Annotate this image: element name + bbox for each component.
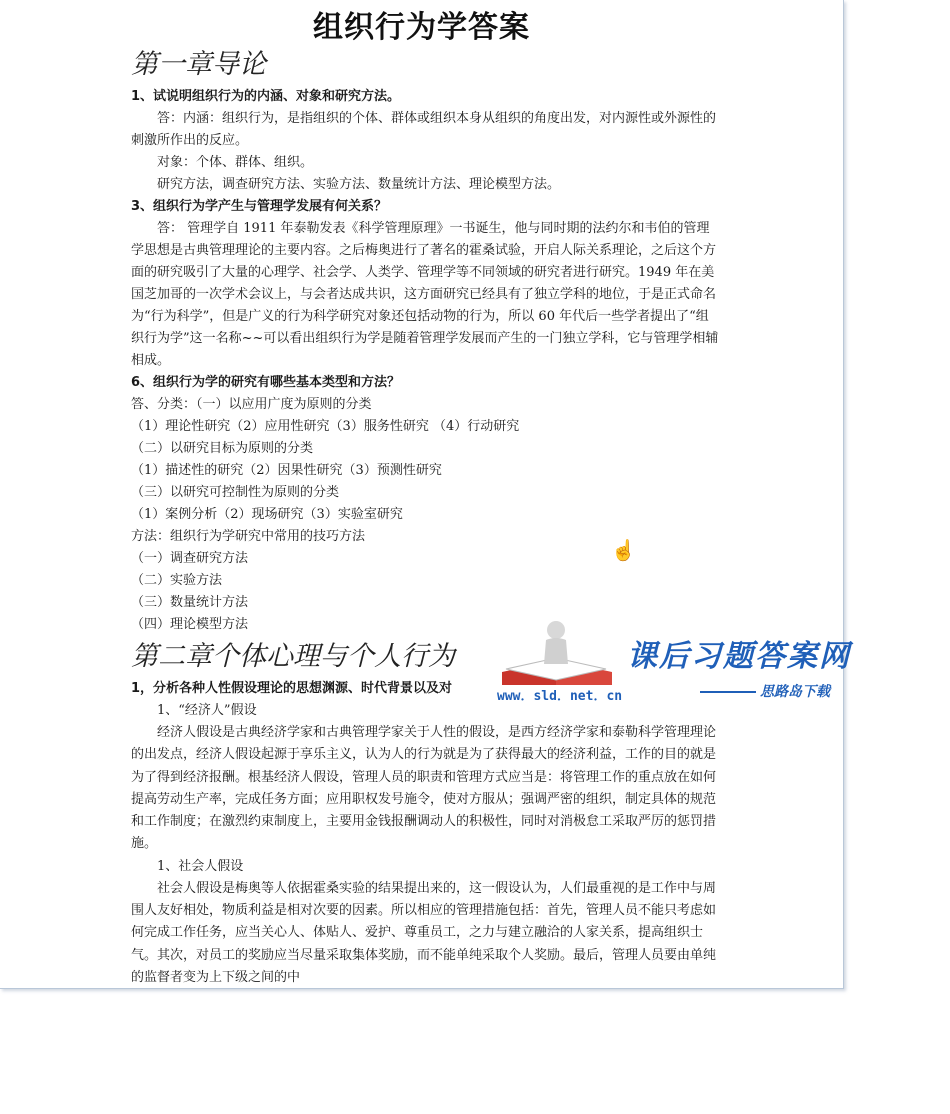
watermark-subtitle: 思路岛下载 [760, 684, 830, 700]
book-logo-icon [494, 614, 624, 694]
answer-1-methods: 研究方法，调查研究方法、实验方法、数量统计方法、理论模型方法。 [157, 177, 561, 192]
hand-cursor-icon: ☝ [611, 538, 636, 562]
answer-6-line: （1）案例分析（2）现场研究（3）实验室研究 [131, 507, 403, 522]
answer-6-line: （二）实验方法 [131, 573, 223, 588]
chapter-1-heading: 第一章导论 [131, 49, 266, 80]
question-1: 1、试说明组织行为的内涵、对象和研究方法。 [131, 89, 401, 104]
paragraph-economic-man: 经济人假设是古典经济学家和古典管理学家关于人性的假设，是西方经济学家和泰勒科学管理理论的出发点，经济人假设起源于享乐主义，认为人的行为就是为了获得最大的经济利益，工作的目的就是为了得到经济报酬。根基经济人假设，管理人员的职责和管理方式应当是：将管理工作的重点放在如何提高劳动生产率，完成任务方面；应用职权发号施令，使对方服从；强调严密的组织，制定具体的规范和工作制度；在激烈约束制度上，主要用金钱报酬调动人的积极性，同时对消极怠工采取严厉的惩罚措施。 [131, 725, 717, 852]
document-content [131, 44, 721, 989]
answer-6-line: （二）以研究目标为原则的分类 [131, 441, 314, 456]
question-6: 6、组织行为学的研究有哪些基本类型和方法？ [131, 375, 401, 390]
answer-6-line: （1）描述性的研究（2）因果性研究（3）预测性研究 [131, 463, 442, 478]
watermark-title: 课后习题答案网 [627, 639, 851, 674]
subheading-social-man: 1、社会人假设 [157, 858, 244, 874]
answer-6-line: （1）理论性研究（2）应用性研究（3）服务性研究 （4）行动研究 [131, 419, 520, 434]
answer-6-line: 答、分类：（一）以应用广度为原则的分类 [131, 397, 372, 412]
page-title: 组织行为学答案 [313, 10, 530, 45]
watermark-divider [700, 691, 756, 693]
answer-6-line: 方法：组织行为学研究中常用的技巧方法 [131, 529, 366, 544]
answer-3: 答： 管理学自 1911 年泰勒发表《科学管理原理》一书诞生，他与同时期的法约尔和韦伯的管理学思想是古典管理理论的主要内容。之后梅奥进行了著名的霍桑试验，开启人际关系理论，之后这个方面的研究吸引了大量的心理学、社会学、人类学、管理学等不同领域的研究者进行研究。1949 年在美国芝加哥的一次学术会议上，与会者达成共识，这方面研究已经具有了独立学科的地位，于是正式命名为“行为科学”，但是广义的行为科学研究对象还包括动物的行为，所以 60 年代后一些学者提出了“组织行为学”这一名称~~可以看出组织行为学是随着管理学发展而产生的一门独立学科，它与管理学相辅相成。 [131, 221, 719, 368]
watermark-url: www．sld．net．cn [495, 685, 624, 704]
chapter-2-question-1: 1，分析各种人性假设理论的思想渊源、时代背景以及对 [131, 681, 453, 696]
answer-6-line: （四）理论模型方法 [131, 617, 249, 632]
answer-1-definition: 答：内涵：组织行为，是指组织的个体、群体或组织本身从组织的角度出发，对内源性或外源性的刺激所作出的反应。 [131, 111, 717, 148]
subheading-economic-man: 1、“经济人”假设 [157, 703, 257, 718]
answer-6-line: （一）调查研究方法 [131, 551, 249, 566]
chapter-2-heading: 第二章个体心理与个人行为 [131, 641, 455, 672]
question-3: 3、组织行为学产生与管理学发展有何关系？ [131, 199, 388, 214]
paragraph-social-man: 社会人假设是梅奥等人依据霍桑实验的结果提出来的，这一假设认为，人们最重视的是工作中与周围人友好相处，物质利益是相对次要的因素。所以相应的管理措施包括：首先，管理人员不能只考虑如何完成工作任务，应当关心人、体贴人、爱护、尊重员工，之力与建立融洽的人家关系，提高组织士气。其次，对员工的奖励应当尽量采取集体奖励，而不能单纯采取个人奖励。最后，管理人员要由单纯的监督者变为上下级之间的中 [131, 880, 717, 985]
answer-6-line: （三）数量统计方法 [131, 595, 249, 610]
answer-1-objects: 对象：个体、群体、组织。 [157, 155, 314, 170]
answer-6-line: （三）以研究可控制性为原则的分类 [131, 485, 340, 500]
